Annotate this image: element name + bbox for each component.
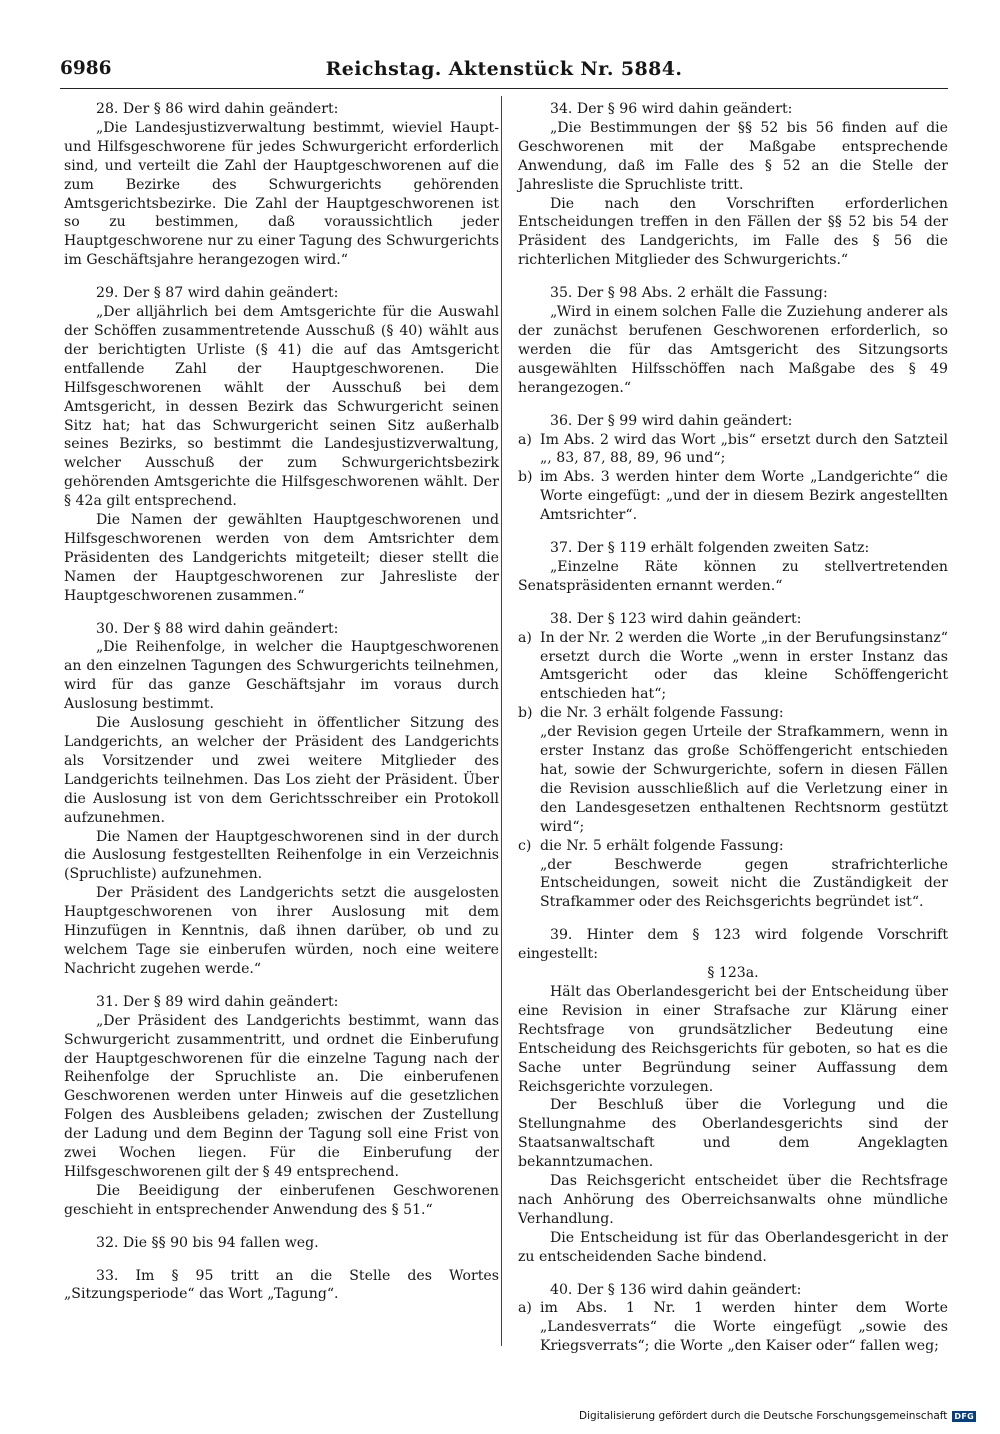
item-text: die Nr. 5 erhält folgende Fassung: [540,837,784,854]
section-29 [64,284,499,605]
section-31 [64,993,499,1220]
section-35 [518,284,948,397]
list-item [518,1299,948,1356]
section-paragraph: Die Namen der Hauptgeschworenen sind in der durch die Auslosung festgestellten Reihenfolge in ein Verzeichnis (Spruchliste) aufzunehmen. [64,828,499,883]
section-paragraph: Das Reichsgericht entscheidet über die Rechtsfrage nach Anhörung des Oberreichsanwalts ohne mündliche Verhandlung. [518,1173,948,1227]
section-32 [64,1234,499,1253]
section-34 [518,100,948,270]
section-heading: 34. Der § 96 wird dahin geändert: [550,101,793,117]
section-paragraph: Der Präsident des Landgerichts setzt die ausgelosten Hauptgeschworenen von ihrer Auslosung mit dem Hinzufügen in Kenntnis, daß ihnen darüber, ob und zu welchem Tage sie einberufen würden, noch eine weitere Nachricht zugehen werde.“ [64,885,499,977]
section-39 [518,926,948,1266]
list-item [518,837,948,856]
left-column [64,100,499,1318]
item-label: a) [518,1300,532,1317]
list-item [518,431,948,469]
item-label: b) [518,705,533,722]
list-item [518,704,948,723]
page-header [60,58,948,89]
right-column [518,100,948,1370]
section-paragraph: Die Namen der gewählten Hauptgeschworenen und Hilfsgeschworenen werden von dem Amtsrichter dem Präsidenten des Landgerichts mitgeteilt; dieser stellt die Namen der Hauptgeschworenen zur Jahresliste der Hauptgeschworenen zusammen.“ [64,512,499,604]
section-heading: 35. Der § 98 Abs. 2 erhält die Fassung: [550,285,828,302]
section-33 [64,1267,499,1305]
item-label: a) [518,629,532,646]
section-paragraph: „Die Bestimmungen der §§ 52 bis 56 finden auf die Geschworenen mit der Maßgabe entsprechende Anwendung, daß im Falle des § 52 an die Stelle der Jahresliste die Spruchliste tritt. [518,119,948,193]
section-heading: 30. Der § 88 wird dahin geändert: [96,620,339,637]
section-heading: 36. Der § 99 wird dahin geändert: [550,412,793,429]
credit-text: Digitalisierung gefördert durch die Deutsche Forschungsgemeinschaft [579,1410,948,1422]
list-item [518,629,948,705]
paragraph-title: § 123a. [707,965,759,982]
section-paragraph: Die Auslosung geschieht in öffentlicher Sitzung des Landgerichts, an welcher der Präsident des Landgerichts als Vorsitzender und zwei weitere Mitglieder des Landgerichts teilnehmen. Das Los zieht der Präsident. Über die Auslosung ist von dem Gerichtsschreiber ein Protokoll aufzunehmen. [64,715,499,826]
section-paragraph: Hält das Oberlandesgericht bei der Entscheidung über eine Revision in einer Strafsache zur Klärung einer Rechtsfrage von grundsätzlicher Bedeutung eine Entscheidung des Reichsgerichts für geboten, so hat es die Sache unter Begründung seiner Auffassung dem Reichsgerichte vorzulegen. [518,983,948,1095]
section-paragraph: „Die Landesjustizverwaltung bestimmt, wieviel Haupt- und Hilfsgeschworene für jedes Schwurgericht erforderlich sind, und verteilt die Zahl der Hauptgeschworenen auf die zum Bezirke des Schwurgerichts gehörenden Amtsgerichtsbezirke. Die Zahl der Hauptgeschworenen ist so zu bestimmen, daß voraussichtlich jeder Hauptgeschworene nur zu einer Tagung des Schwurgerichts im Geschäftsjahre herangezogen wird.“ [64,119,499,269]
section-paragraph: Die Entscheidung ist für das Oberlandesgericht in der zu entscheidenden Sache bindend. [518,1229,948,1265]
page-number: 6986 [60,58,112,79]
section-paragraph: „Die Reihenfolge, in welcher die Hauptgeschworenen an den einzelnen Tagungen des Schwurgerichts teilnehmen, wird für das ganze Geschäftsjahr im voraus durch Auslosung bestimmt. [64,639,499,713]
item-text: im Abs. 3 werden hinter dem Worte „Landgerichte“ die Worte eingefügt: „und der in diesem Bezirk angestellten Amtsrichter“. [540,469,948,524]
digitization-credit [579,1410,976,1422]
section-paragraph: „Der Präsident des Landgerichts bestimmt, wann das Schwurgericht zusammentritt, und ordnet die Einberufung der Hauptgeschworenen für die einzelne Tagung nach der Reihenfolge der Spruchliste an. Die einberufenen Geschworenen werden unter Hinweis auf die gesetzlichen Folgen des Ausbleibens geladen; zwischen der Zustellung der Ladung und dem Beginn der Tagung soll eine Frist von zwei Wochen liegen. Für die Einberufung der Hilfsgeschworenen gilt der § 49 entsprechend. [64,1012,499,1180]
section-paragraph: „Der alljährlich bei dem Amtsgerichte für die Auswahl der Schöffen zusammentretende Ausschuß (§ 40) wählt aus der berichtigten Urliste (§ 41) die auf das Amtsgericht entfallende Zahl der Hauptgeschworenen. Die Hilfsgeschworenen wählt der Ausschuß bei dem Amtsgericht, in dessen Bezirk das Schwurgericht seinen Sitz hat; hat das Schwurgericht seinen Sitz außerhalb seines Bezirks, so bestimmt die Landesjustizverwaltung, welcher Ausschuß der zum Schwurgerichtsbezirk gehörenden Amtsgerichte die Hilfsgeschworenen wählt. Der § 42a gilt entsprechend. [64,304,499,510]
section-paragraph: „Einzelne Räte können zu stellvertretenden Senatspräsidenten ernannt werden.“ [518,558,948,594]
item-quote: „der Revision gegen Urteile der Strafkammern, wenn in erster Instanz das große Schöffengericht entschieden hat, sowie der Schwurgerichte, sofern in diesen Fällen die Revision ausschließlich auf die Verletzung einer in den Landesgesetzen enthaltenen Rechtsnorm gestützt wird“; [540,724,948,835]
section-38 [518,610,948,913]
item-label: c) [518,837,532,854]
item-text: In der Nr. 2 werden die Worte „in der Berufungsinstanz“ ersetzt durch die Worte „wenn in erster Instanz das Amtsgericht oder das kleine Schöffengericht entschieden hat“; [540,629,948,703]
section-28 [64,100,499,270]
section-paragraph: Der Beschluß über die Vorlegung und die Stellungnahme des Oberlandesgerichts sind der Staatsanwaltschaft und dem Angeklagten bekanntzumachen. [518,1097,948,1171]
item-text: die Nr. 3 erhält folgende Fassung: [540,705,784,722]
section-heading: 31. Der § 89 wird dahin geändert: [96,993,339,1010]
running-title: Reichstag. Aktenstück Nr. 5884. [325,58,683,80]
section-paragraph: 33. Im § 95 tritt an die Stelle des Wortes „Sitzungsperiode“ das Wort „Tagung“. [64,1267,499,1303]
section-paragraph: Die nach den Vorschriften erforderlichen Entscheidungen treffen in den Fällen der §§ 52 bis 54 der Präsident des Landgerichts, im Falle des § 56 die richterlichen Mitglieder des Schwurgerichts.“ [518,195,948,269]
item-quote: „der Beschwerde gegen strafrichterliche Entscheidungen, soweit nicht die Zuständigkeit der Strafkammer oder des Reichsgerichts begründet ist“. [540,856,948,911]
section-37 [518,539,948,596]
section-paragraph: Die Beeidigung der einberufenen Geschworenen geschieht in entsprechender Anwendung des § 51.“ [64,1182,499,1218]
section-heading: 28. Der § 86 wird dahin geändert: [96,101,339,117]
item-text: Im Abs. 2 wird das Wort „bis“ ersetzt durch den Satzteil „, 83, 87, 88, 89, 96 und“; [540,431,948,467]
item-text: im Abs. 1 Nr. 1 werden hinter dem Worte „Landesverrats“ die Worte eingefügt „sowie des Kriegsverrats“; die Worte „den Kaiser oder“ fallen weg; [540,1300,948,1355]
dfg-logo: DFG [954,1411,974,1421]
item-label: a) [518,431,532,448]
section-30 [64,620,499,979]
section-heading: 38. Der § 123 wird dahin geändert: [550,610,802,627]
section-heading: 40. Der § 136 wird dahin geändert: [550,1281,802,1298]
section-heading: 32. Die §§ 90 bis 94 fallen weg. [96,1234,319,1251]
section-heading: 39. Hinter dem § 123 wird folgende Vorschrift eingestellt: [518,927,948,963]
section-paragraph: „Wird in einem solchen Falle die Zuziehung anderer als der zunächst berufenen Geschworenen erforderlich, so werden die für das Amtsgericht des Sitzungsorts ausgewählten Hilfsschöffen nach Maßgabe des § 49 herangezogen.“ [518,304,948,396]
list-item [518,468,948,525]
section-heading: 29. Der § 87 wird dahin geändert: [96,285,339,302]
column-divider [501,96,502,1346]
section-36 [518,412,948,525]
section-40 [518,1281,948,1357]
item-label: b) [518,469,533,486]
section-heading: 37. Der § 119 erhält folgenden zweiten Satz: [550,540,870,557]
